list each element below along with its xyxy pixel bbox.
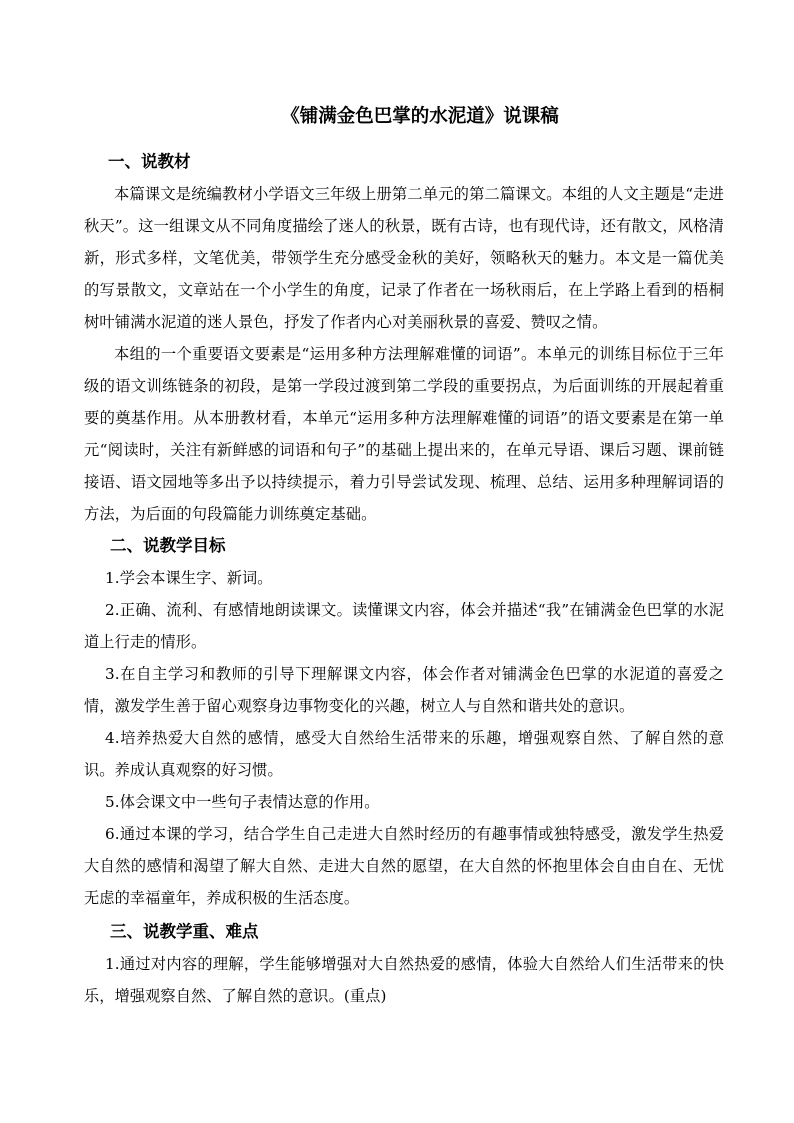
objective-item-6: 6.通过本课的学习，结合学生自己走进大自然时经历的有趣事情或独特感受，激发学生热爱大自然的感情和渴望了解大自然、走进大自然的愿望，在大自然的怀抱里体会自由自在、无忧无虑的幸福童年，养成积极的生活态度。 — [84, 825, 724, 907]
objective-item-3: 3.在自主学习和教师的引导下理解课文内容，体会作者对铺满金色巴掌的水泥道的喜爱之情，激发学生善于留心观察身边事物变化的兴趣，树立人与自然和谐共处的意识。 — [84, 665, 724, 715]
key-point-item-1: 1.通过对内容的理解，学生能够增强对大自然热爱的感情，体验大自然给人们生活带来的快乐，增强观察自然、了解自然的意识。(重点) — [84, 955, 724, 1005]
paragraph-textbook-2: 本组的一个重要语文要素是“运用多种方法理解难懂的词语”。本单元的训练目标位于三年级的语文训练链条的初段，是第一学段过渡到第二学段的重要拐点，为后面训练的开展起着重要的奠基作用。从本册教材看，本单元“运用多种方法理解难懂的词语”的语文要素是在第一单元“阅读时，关注有新鲜感的词语和句子”的基础上提出来的，在单元导语、课后习题、课前链接语、语文园地等多出予以持续提示，着力引导尝试发现、梳理、总结、运用多种理解词语的方法，为后面的句段篇能力训练奠定基础。 — [84, 345, 724, 523]
section-heading-textbook: 一、说教材 — [108, 152, 191, 171]
objective-item-5: 5.体会课文中一些句子表情达意的作用。 — [105, 793, 380, 811]
document-title: 《铺满金色巴掌的水泥道》说课稿 — [281, 106, 559, 127]
objective-item-4: 4.培养热爱大自然的感情，感受大自然给生活带来的乐趣，增强观察自然、了解自然的意识。养成认真观察的好习惯。 — [84, 729, 724, 779]
objective-item-1: 1.学会本课生字、新词。 — [105, 569, 273, 587]
paragraph-textbook-1: 本篇课文是统编教材小学语文三年级上册第二单元的第二篇课文。本组的人文主题是“走进秋天”。这一组课文从不同角度描绘了迷人的秋景，既有古诗，也有现代诗，还有散文，风格清新，形式多样，文笔优美，带领学生充分感受金秋的美好，领略秋天的魅力。本文是一篇优美的写景散文，文章站在一个小学生的角度，记录了作者在一场秋雨后，在上学路上看到的梧桐树叶铺满水泥道的迷人景色，抒发了作者内心对美丽秋景的喜爱、赞叹之情。 — [84, 185, 724, 331]
document-body — [84, 146, 724, 1012]
objective-item-2: 2.正确、流利、有感情地朗读课文。读懂课文内容，体会并描述“我”在铺满金色巴掌的水泥道上行走的情形。 — [84, 601, 724, 651]
section-heading-key-points: 三、说教学重、难点 — [110, 922, 259, 941]
section-heading-objectives: 二、说教学目标 — [110, 536, 226, 555]
